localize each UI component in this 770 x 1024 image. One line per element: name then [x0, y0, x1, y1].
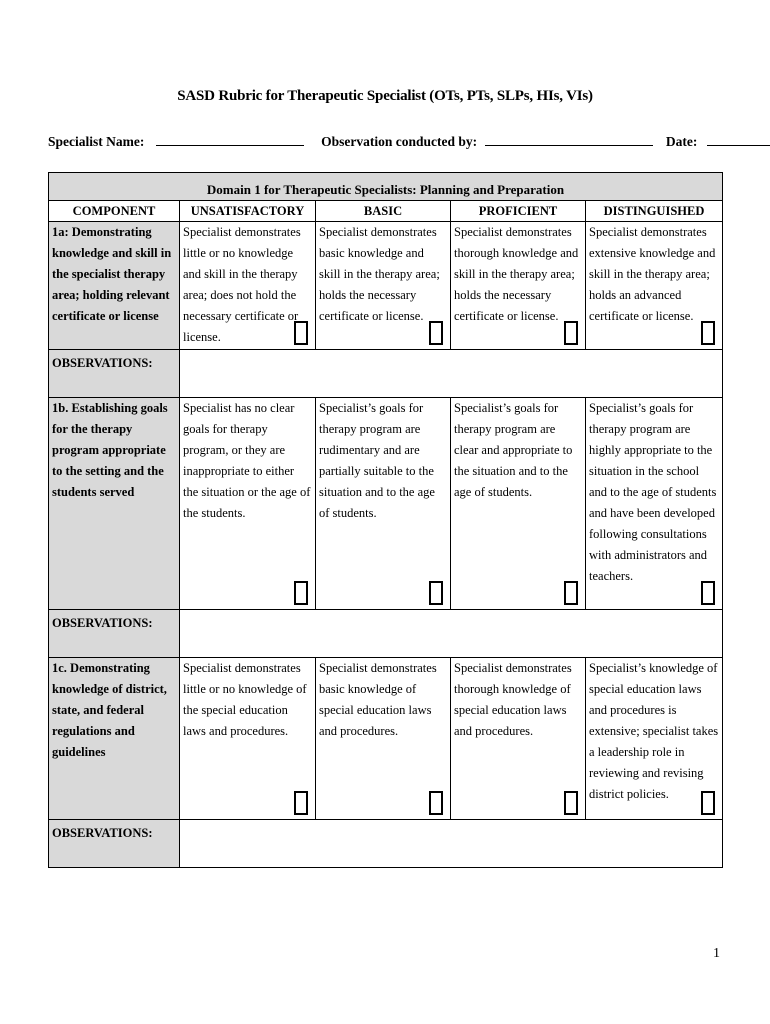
column-header: DISTINGUISHED [586, 201, 723, 222]
rating-text: Specialist demonstrates thorough knowledge of special education laws and procedures. [454, 661, 572, 738]
date-field[interactable] [707, 133, 770, 146]
rating-cell [180, 398, 316, 610]
date-label: Date: [665, 134, 698, 149]
table-row [49, 398, 723, 610]
observations-label: OBSERVATIONS: [49, 820, 180, 868]
column-header: UNSATISFACTORY [180, 201, 316, 222]
rating-checkbox[interactable] [701, 791, 715, 815]
table-row [49, 222, 723, 350]
rating-text: Specialist’s goals for therapy program are clear and appropriate to the situation and to the age of students. [454, 401, 573, 499]
rating-cell [586, 658, 723, 820]
observer-field[interactable] [485, 133, 653, 146]
observations-row [49, 610, 723, 658]
rating-cell [316, 398, 451, 610]
rating-cell [586, 398, 723, 610]
rating-cell [451, 398, 586, 610]
rating-cell [451, 658, 586, 820]
rating-cell [586, 222, 723, 350]
column-header: COMPONENT [49, 201, 180, 222]
rating-cell [451, 222, 586, 350]
observations-field[interactable] [180, 820, 723, 868]
rating-cell [316, 658, 451, 820]
component-cell: 1b. Establishing goals for the therapy program appropriate to the setting and the students served [49, 398, 180, 610]
rating-text: Specialist demonstrates basic knowledge of special education laws and procedures. [319, 661, 437, 738]
observer-label: Observation conducted by: [321, 134, 478, 149]
rating-checkbox[interactable] [429, 581, 443, 605]
document-title: SASD Rubric for Therapeutic Specialist (OTs, PTs, SLPs, HIs, VIs) [177, 88, 593, 104]
component-cell: 1a: Demonstrating knowledge and skill in the specialist therapy area; holding relevant certificate or license [49, 222, 180, 350]
rubric-table [48, 172, 723, 868]
observations-row [49, 820, 723, 868]
rating-checkbox[interactable] [429, 321, 443, 345]
observations-field[interactable] [180, 610, 723, 658]
component-cell: 1c. Demonstrating knowledge of district, state, and federal regulations and guidelines [49, 658, 180, 820]
rating-checkbox[interactable] [294, 321, 308, 345]
column-header-row [49, 201, 723, 222]
observations-label: OBSERVATIONS: [49, 350, 180, 398]
observations-field[interactable] [180, 350, 723, 398]
specialist-name-label: Specialist Name: [48, 134, 145, 149]
rating-checkbox[interactable] [429, 791, 443, 815]
rating-checkbox[interactable] [294, 581, 308, 605]
rating-text: Specialist demonstrates basic knowledge and skill in the therapy area; holds the necessary certificate or license. [319, 225, 440, 323]
rating-text: Specialist demonstrates little or no knowledge and skill in the therapy area; does not hold the necessary certificate or license. [183, 225, 301, 344]
rating-cell [180, 222, 316, 350]
rating-text: Specialist demonstrates extensive knowledge and skill in the therapy area; holds an advanced certificate or license. [589, 225, 716, 323]
rating-text: Specialist demonstrates thorough knowledge and skill in the therapy area; holds the necessary certificate or license. [454, 225, 579, 323]
observations-label: OBSERVATIONS: [49, 610, 180, 658]
specialist-name-field[interactable] [156, 133, 304, 146]
rating-checkbox[interactable] [564, 581, 578, 605]
column-header: BASIC [316, 201, 451, 222]
rating-text: Specialist demonstrates little or no knowledge of the special education laws and procedures. [183, 661, 307, 738]
rating-text: Specialist’s goals for therapy program are highly appropriate to the situation in the school and to the age of students and have been developed following consultations with administrators and teachers. [589, 401, 717, 583]
header-fields [48, 133, 770, 150]
page-number: 1 [713, 946, 720, 961]
rating-checkbox[interactable] [294, 791, 308, 815]
rating-checkbox[interactable] [564, 321, 578, 345]
rating-text: Specialist’s goals for therapy program are rudimentary and are partially suitable to the situation and to the age of students. [319, 401, 435, 520]
rating-checkbox[interactable] [701, 321, 715, 345]
rating-cell [316, 222, 451, 350]
observations-row [49, 350, 723, 398]
rating-text: Specialist’s knowledge of special education laws and procedures is extensive; specialist takes a leadership role in reviewing and revising district policies. [589, 661, 719, 801]
domain-heading: Domain 1 for Therapeutic Specialists: Planning and Preparation [49, 173, 723, 201]
table-row [49, 658, 723, 820]
rating-text: Specialist has no clear goals for therapy program, or they are inappropriate to either the situation or the age of the students. [183, 401, 311, 520]
rating-cell [180, 658, 316, 820]
column-header: PROFICIENT [451, 201, 586, 222]
rating-checkbox[interactable] [701, 581, 715, 605]
rating-checkbox[interactable] [564, 791, 578, 815]
